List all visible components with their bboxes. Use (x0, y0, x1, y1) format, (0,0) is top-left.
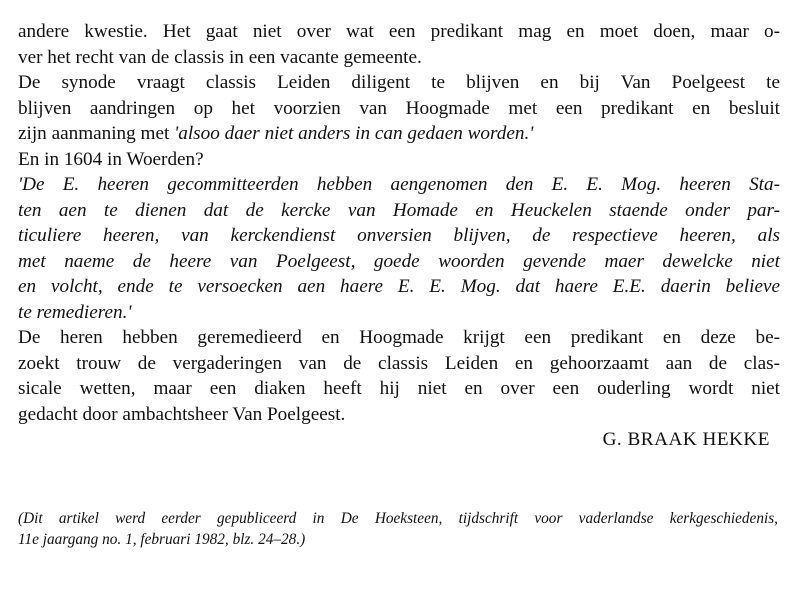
text-line: ver het recht van de classis in een vacante gemeente. (18, 46, 422, 68)
text-line: De heren hebben geremedieerd en Hoogmade krijgt een predikant en deze be- (18, 327, 780, 348)
text-line: andere kwestie. Het gaat niet over wat een predikant mag en moet doen, maar o- (18, 21, 780, 42)
text-roman: zijn aanmaning met (18, 123, 175, 144)
quote-line: ten aen te dienen dat de kercke van Homade en Heuckelen staende onder par- (18, 199, 780, 221)
text-line: zoekt trouw de vergaderingen van de classis Leiden en gehoorzaamt aan de clas- (18, 352, 780, 374)
text-line: blijven aandringen op het voorzien van Hoogmade met een predikant en besluit (18, 97, 780, 119)
text-line: En in 1604 in Woerden? (18, 148, 204, 170)
quote-line: te remedieren.' (18, 301, 132, 323)
quote-line: met naeme de heere van Poelgeest, goede woorden gevende maer dewelcke niet (18, 250, 780, 272)
quote-line: ticuliere heeren, van kerckendienst onversien blijven, de respectieve heeren, als (18, 225, 780, 246)
quote-line: en volcht, ende te versoecken aen haere E. E. Mog. dat haere E.E. daerin believe (18, 276, 780, 297)
author-signature: G. BRAAK HEKKE (602, 429, 770, 450)
text-line-mixed (18, 121, 780, 147)
footnote-line: 11e jaargang no. 1, februari 1982, blz. 24–28.) (18, 531, 306, 548)
footnote-line: (Dit artikel werd eerder gepubliceerd in De Hoeksteen, tijdschrift voor vaderlandse kerkgeschiedenis, (18, 510, 778, 527)
article-body (18, 19, 780, 453)
text-line: De synode vraagt classis Leiden diligent te blijven en bij Van Poelgeest te (18, 72, 780, 93)
quote-line: 'De E. heeren gecommitteerden hebben aengenomen den E. E. Mog. heeren Sta- (18, 174, 780, 195)
quote-fragment: 'alsoo daer niet anders in can gedaen worden.' (174, 123, 534, 144)
publication-footnote (18, 508, 778, 550)
text-line: gedacht door ambachtsheer Van Poelgeest. (18, 403, 346, 425)
text-line: sicale wetten, maar een diaken heeft hij niet en over een ouderling wordt niet (18, 378, 780, 399)
